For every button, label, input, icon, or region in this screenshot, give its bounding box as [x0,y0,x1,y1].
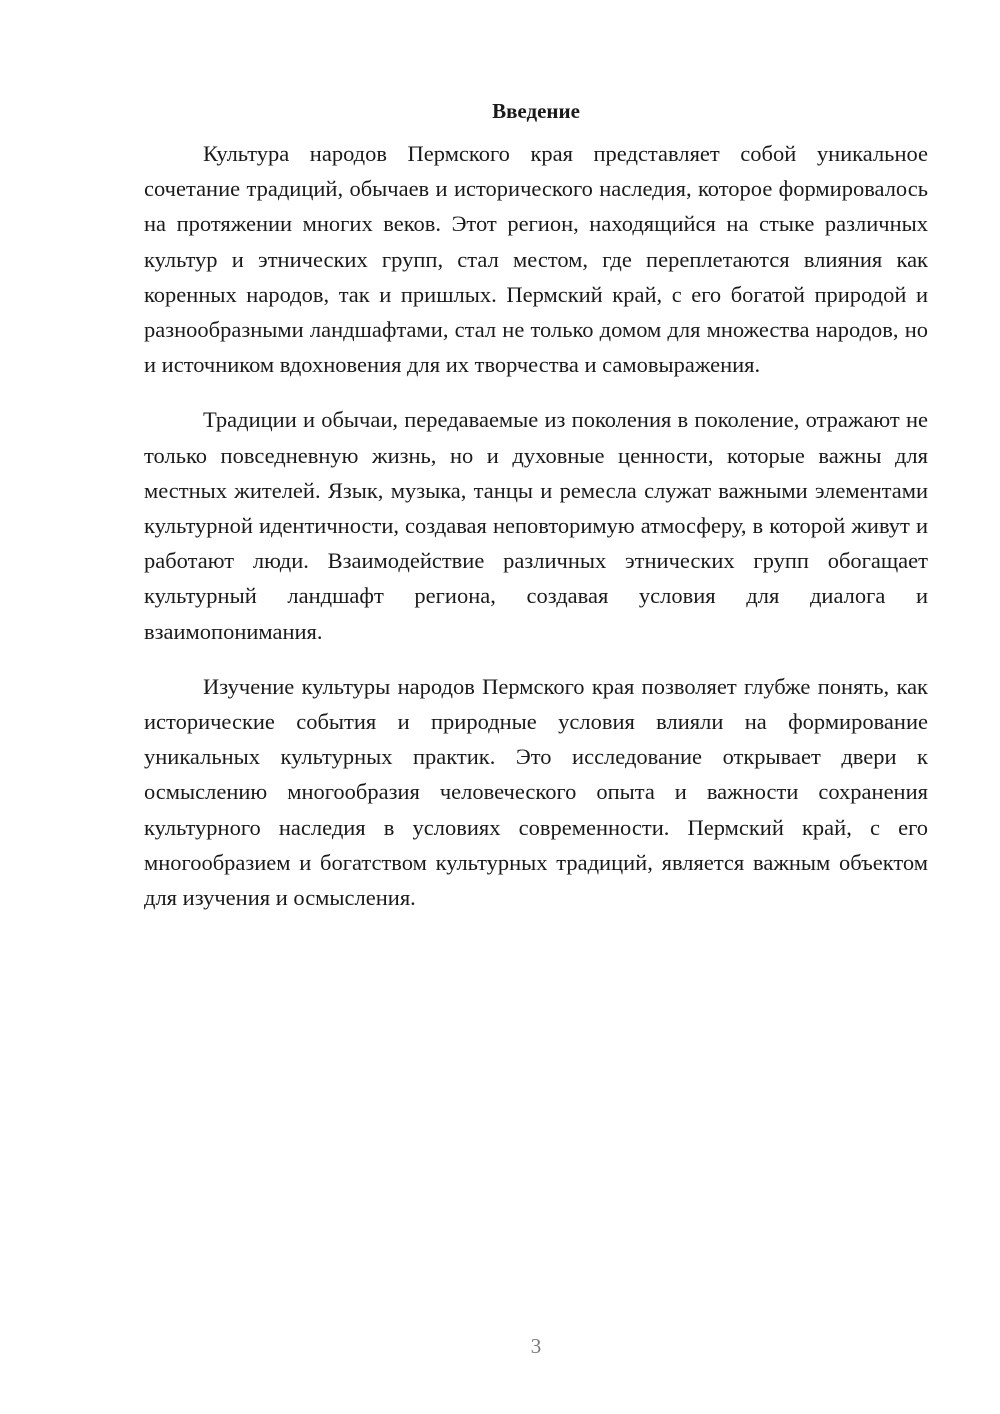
page-content [144,96,928,935]
paragraph-2: Традиции и обычаи, передаваемые из поколения в поколение, отражают не только повседневную жизнь, но и духовные ценности, которые важны для местных жителей. Язык, музыка, танцы и ремесла служат важными элементами культурной идентичности, создавая неповторимую атмосферу, в которой живут и работают люди. Взаимодействие различных этнических групп обогащает культурный ландшафт региона, создавая условия для диалога и взаимопонимания. [144,407,928,644]
page-number: 3 [530,1334,542,1358]
section-heading: Введение [492,99,580,123]
paragraph-3: Изучение культуры народов Пермского края позволяет глубже понять, как исторические события и природные условия влияли на формирование уникальных культурных практик. Это исследование открывает двери к осмыслению многообразия человеческого опыта и важности сохранения культурного наследия в условиях современности. Пермский край, с его многообразием и богатством культурных традиций, является важным объектом для изучения и осмысления. [144,673,928,911]
paragraph-1: Культура народов Пермского края представляет собой уникальное сочетание традиций, обычаев и исторического наследия, которое формировалось на протяжении многих веков. Этот регион, находящийся на стыке различных культур и этнических групп, стал местом, где переплетаются влияния как коренных народов, так и пришлых. Пермский край, с его богатой природой и разнообразными ландшафтами, стал не только домом для множества народов, но и источником вдохновения для их творчества и самовыражения. [144,141,928,378]
